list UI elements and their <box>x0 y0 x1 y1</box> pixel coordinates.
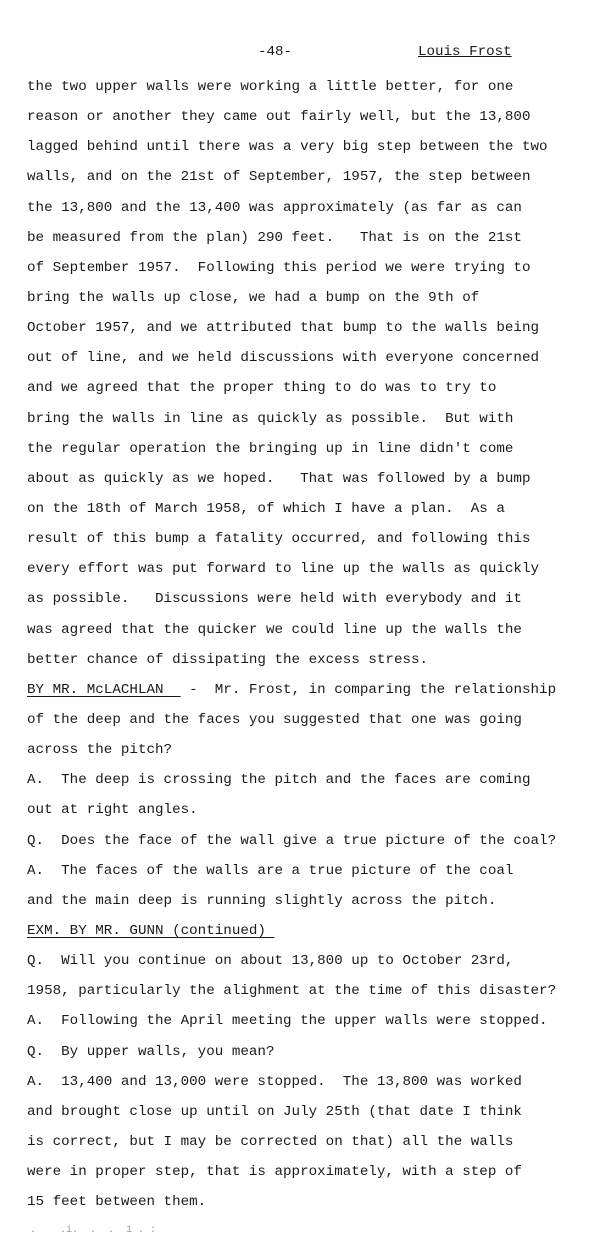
page-header <box>0 44 610 64</box>
examiner-heading: BY MR. McLACHLAN <box>27 681 181 698</box>
examiner-line <box>27 675 607 705</box>
text-line: on the 18th of March 1958, of which I have a plan. As a <box>27 500 505 517</box>
text-line: the regular operation the bringing up in line didn't come <box>27 440 514 457</box>
text-line: bring the walls in line as quickly as possible. But with <box>27 410 514 427</box>
page-number: -48- <box>258 44 293 60</box>
question-text: - Mr. Frost, in comparing the relationship <box>180 681 557 698</box>
text-line: be measured from the plan) 290 feet. That is on the 21st <box>27 229 522 246</box>
text-line: and the main deep is running slightly across the pitch. <box>27 892 497 909</box>
question-line: Q. Does the face of the wall give a true picture of the coal? <box>27 832 557 849</box>
text-line: the two upper walls were working a little better, for one <box>27 79 514 95</box>
text-line: October 1957, and we attributed that bump to the walls being <box>27 320 540 337</box>
examiner-line <box>27 916 607 946</box>
text-line: is correct, but I may be corrected on that) all the walls <box>27 1133 514 1150</box>
text-line: and brought close up until on July 25th (that date I think <box>27 1103 522 1120</box>
text-line: walls, and on the 21st of September, 1957, the step between <box>27 169 531 186</box>
scan-artifacts: . .i. . . 1 . : <box>30 1225 157 1236</box>
text-line: and we agreed that the proper thing to do was to try to <box>27 380 497 397</box>
answer-line: A. The deep is crossing the pitch and the faces are coming <box>27 772 531 789</box>
text-line: better chance of dissipating the excess stress. <box>27 651 429 668</box>
text-line: across the pitch? <box>27 742 173 759</box>
text-line: about as quickly as we hoped. That was followed by a bump <box>27 470 531 487</box>
answer-line: A. The faces of the walls are a true picture of the coal <box>27 862 514 879</box>
question-line: Q. By upper walls, you mean? <box>27 1043 275 1060</box>
text-line: 1958, particularly the alighment at the time of this disaster? <box>27 983 557 1000</box>
text-line: was agreed that the quicker we could line up the walls the <box>27 621 522 638</box>
text-line: as possible. Discussions were held with everybody and it <box>27 591 522 608</box>
text-line: every effort was put forward to line up the walls as quickly <box>27 561 540 578</box>
text-line: were in proper step, that is approximately, with a step of <box>27 1164 522 1181</box>
examiner-heading: EXM. BY MR. GUNN (continued) <box>27 922 275 939</box>
text-line: of the deep and the faces you suggested that one was going <box>27 711 522 728</box>
witness-name: Louis Frost <box>418 44 512 60</box>
answer-line: A. 13,400 and 13,000 were stopped. The 13,800 was worked <box>27 1073 522 1090</box>
text-line: result of this bump a fatality occurred, and following this <box>27 531 531 548</box>
text-line: lagged behind until there was a very big step between the two <box>27 139 548 156</box>
text-line: out of line, and we held discussions with everyone concerned <box>27 350 540 367</box>
answer-line: A. Following the April meeting the upper walls were stopped. <box>27 1013 548 1030</box>
text-line: of September 1957. Following this period we were trying to <box>27 259 531 276</box>
text-line: reason or another they came out fairly well, but the 13,800 <box>27 109 531 126</box>
text-line: out at right angles. <box>27 802 198 819</box>
text-line: 15 feet between them. <box>27 1194 207 1211</box>
transcript-body <box>27 72 607 1217</box>
text-line: bring the walls up close, we had a bump on the 9th of <box>27 289 480 306</box>
question-line: Q. Will you continue on about 13,800 up to October 23rd, <box>27 953 514 970</box>
text-line: the 13,800 and the 13,400 was approximately (as far as can <box>27 199 522 216</box>
